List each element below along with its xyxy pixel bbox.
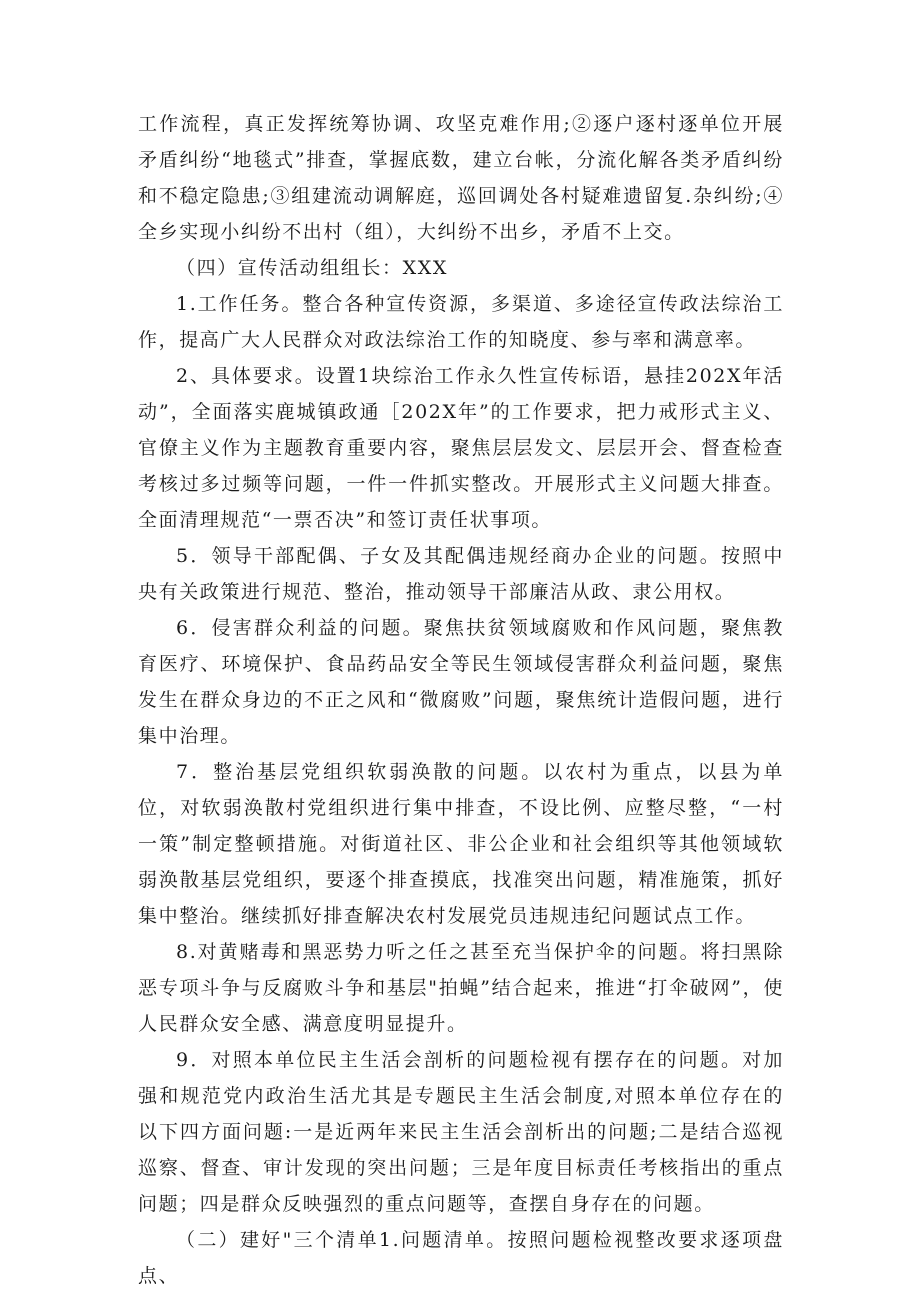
section-heading-three-lists: （二）建好"三个清单1.问题清单。按照问题检视整改要求逐项盘点、 xyxy=(138,1229,784,1287)
paragraph-work-tasks: 1.工作任务。整合各种宣传资源，多渠道、多途径宣传政法综治工作，提高广大人民群众对政法综治工作的知晓度、参与率和满意率。 xyxy=(138,293,784,351)
paragraph-item-8: 8.对黄赌毒和黑恶势力听之任之甚至充当保护伞的问题。将扫黑除恶专项斗争与反腐败斗争和基层"拍蝇”结合起来，推进“打伞破网”，使人民群众安全感、满意度明显提升。 xyxy=(138,941,784,1035)
paragraph-item-6: 6．侵害群众利益的问题。聚焦扶贫领域腐败和作风问题，聚焦教育医疗、环境保护、食品药品安全等民生领域侵害群众利益问题，聚焦发生在群众身边的不正之风和“微腐败”问题，聚焦统计造假问题，进行集中治理。 xyxy=(138,617,784,747)
paragraph-item-9: 9．对照本单位民主生活会剖析的问题检视有摆存在的问题。对加强和规范党内政治生活尤其是专题民主生活会制度,对照本单位存在的以下四方面问题:一是近两年来民主生活会剖析出的问题;二是结合巡视巡察、督查、审计发现的突出问题；三是年度目标责任考核指出的重点问题；四是群众反映强烈的重点问题等，查摆自身存在的问题。 xyxy=(138,1049,784,1215)
paragraph-continuation: 工作流程，真正发挥统筹协调、攻坚克难作用;②逐户逐村逐单位开展矛盾纠纷“地毯式”排查，掌握底数，建立台帐，分流化解各类矛盾纠纷和不稳定隐患;③组建流动调解庭，巡回调处各村疑难遗留复.杂纠纷;④全乡实现小纠纷不出村（组），大纠纷不出乡，矛盾不上交。 xyxy=(138,113,784,243)
paragraph-specific-requirements: 2、具体要求。设置1块综治工作永久性宣传标语，悬挂202X年活动”，全面落实鹿城镇政通［202X年”的工作要求，把力戒形式主义、官僚主义作为主题教育重要内容，聚焦层层发文、层层开会、督查检查考核过多过频等问题，一件一件抓实整改。开展形式主义问题大排查。全面清理规范“一票否决”和签订责任状事项。 xyxy=(138,365,784,531)
paragraph-item-7: 7．整治基层党组织软弱涣散的问题。以农村为重点，以县为单位，对软弱涣散村党组织进行集中排查，不设比例、应整尽整，“一村一策”制定整顿措施。对街道社区、非公企业和社会组织等其他领域软弱涣散基层党组织，要逐个排查摸底，找准突出问题，精准施策，抓好集中整治。继续抓好排查解决农村发展党员违规违纪问题试点工作。 xyxy=(138,761,784,927)
section-heading-publicity-team: （四）宣传活动组组长：XXX xyxy=(176,257,448,279)
document-body xyxy=(138,106,784,1294)
paragraph-item-5: 5．领导干部配偶、子女及其配偶违规经商办企业的问题。按照中央有关政策进行规范、整治，推动领导干部廉洁从政、隶公用权。 xyxy=(138,545,784,603)
